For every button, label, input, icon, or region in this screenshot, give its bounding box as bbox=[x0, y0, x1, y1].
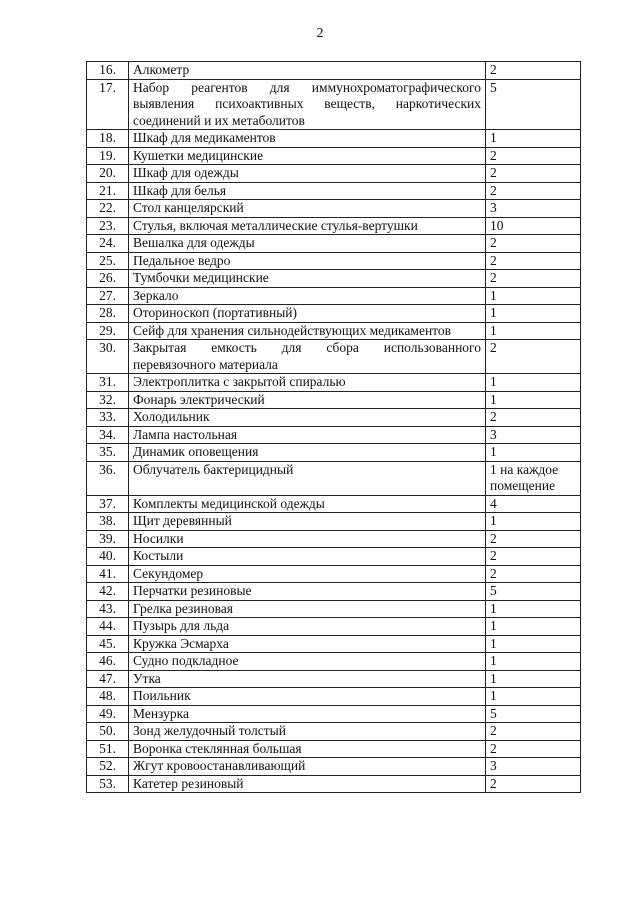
item-quantity: 1 bbox=[486, 635, 581, 653]
item-quantity: 2 bbox=[486, 740, 581, 758]
row-number: 42. bbox=[87, 583, 129, 601]
item-name: Катетер резиновый bbox=[129, 775, 486, 793]
table-row bbox=[87, 740, 581, 758]
row-number: 22. bbox=[87, 200, 129, 218]
row-number: 51. bbox=[87, 740, 129, 758]
row-number: 39. bbox=[87, 530, 129, 548]
table-row bbox=[87, 165, 581, 183]
item-quantity: 1 bbox=[486, 374, 581, 392]
item-name: Судно подкладное bbox=[129, 653, 486, 671]
item-name: Холодильник bbox=[129, 409, 486, 427]
page-number: 2 bbox=[316, 26, 324, 41]
row-number: 25. bbox=[87, 252, 129, 270]
item-quantity: 5 bbox=[486, 705, 581, 723]
equipment-table bbox=[86, 61, 581, 793]
row-number: 31. bbox=[87, 374, 129, 392]
item-quantity: 1 bbox=[486, 322, 581, 340]
table-row bbox=[87, 305, 581, 323]
row-number: 47. bbox=[87, 670, 129, 688]
row-number: 16. bbox=[87, 62, 129, 80]
row-number: 36. bbox=[87, 461, 129, 495]
table-row bbox=[87, 79, 581, 130]
table-row bbox=[87, 409, 581, 427]
row-number: 35. bbox=[87, 444, 129, 462]
item-quantity: 2 bbox=[486, 565, 581, 583]
table-row bbox=[87, 653, 581, 671]
item-name: Стулья, включая металлические стулья-вертушки bbox=[129, 217, 486, 235]
item-quantity: 1 bbox=[486, 653, 581, 671]
row-number: 27. bbox=[87, 287, 129, 305]
item-quantity: 1 bbox=[486, 287, 581, 305]
item-name: Педальное ведро bbox=[129, 252, 486, 270]
item-name: Лампа настольная bbox=[129, 426, 486, 444]
item-name: Зеркало bbox=[129, 287, 486, 305]
item-name: Пузырь для льда bbox=[129, 618, 486, 636]
item-name: Шкаф для белья bbox=[129, 182, 486, 200]
item-name: Зонд желудочный толстый bbox=[129, 723, 486, 741]
item-name: Оториноскоп (портативный) bbox=[129, 305, 486, 323]
table-row bbox=[87, 287, 581, 305]
item-name: Фонарь электрический bbox=[129, 391, 486, 409]
item-name: Набор реагентов для иммунохроматографического выявления психоактивных веществ, наркотических соединений и их метаболитов bbox=[129, 79, 486, 130]
row-number: 29. bbox=[87, 322, 129, 340]
table-row bbox=[87, 147, 581, 165]
item-name: Жгут кровоостанавливающий bbox=[129, 758, 486, 776]
item-quantity: 3 bbox=[486, 200, 581, 218]
row-number: 24. bbox=[87, 235, 129, 253]
table-row bbox=[87, 548, 581, 566]
item-quantity: 1 bbox=[486, 513, 581, 531]
row-number: 45. bbox=[87, 635, 129, 653]
item-name: Кружка Эсмарха bbox=[129, 635, 486, 653]
row-number: 44. bbox=[87, 618, 129, 636]
row-number: 41. bbox=[87, 565, 129, 583]
row-number: 46. bbox=[87, 653, 129, 671]
item-name: Костыли bbox=[129, 548, 486, 566]
item-quantity: 1 bbox=[486, 444, 581, 462]
row-number: 32. bbox=[87, 391, 129, 409]
table-row bbox=[87, 565, 581, 583]
row-number: 43. bbox=[87, 600, 129, 618]
row-number: 38. bbox=[87, 513, 129, 531]
row-number: 21. bbox=[87, 182, 129, 200]
item-quantity: 2 bbox=[486, 775, 581, 793]
item-quantity: 5 bbox=[486, 583, 581, 601]
table-row bbox=[87, 513, 581, 531]
row-number: 52. bbox=[87, 758, 129, 776]
item-name: Комплекты медицинской одежды bbox=[129, 495, 486, 513]
table-row bbox=[87, 670, 581, 688]
item-quantity: 2 bbox=[486, 270, 581, 288]
item-quantity: 2 bbox=[486, 548, 581, 566]
item-quantity: 2 bbox=[486, 252, 581, 270]
table-row bbox=[87, 600, 581, 618]
item-name: Мензурка bbox=[129, 705, 486, 723]
item-name: Грелка резиновая bbox=[129, 600, 486, 618]
item-name: Носилки bbox=[129, 530, 486, 548]
item-quantity: 1 bbox=[486, 600, 581, 618]
item-name: Кушетки медицинские bbox=[129, 147, 486, 165]
item-name: Закрытая емкость для сбора использованного перевязочного материала bbox=[129, 340, 486, 374]
item-quantity: 3 bbox=[486, 426, 581, 444]
table-row bbox=[87, 252, 581, 270]
row-number: 30. bbox=[87, 340, 129, 374]
table-row bbox=[87, 495, 581, 513]
item-name: Алкометр bbox=[129, 62, 486, 80]
item-name: Поильник bbox=[129, 688, 486, 706]
item-name: Электроплитка с закрытой спиралью bbox=[129, 374, 486, 392]
row-number: 17. bbox=[87, 79, 129, 130]
item-quantity: 3 bbox=[486, 758, 581, 776]
item-name: Тумбочки медицинские bbox=[129, 270, 486, 288]
table-row bbox=[87, 182, 581, 200]
item-quantity: 2 bbox=[486, 147, 581, 165]
item-quantity: 1 bbox=[486, 670, 581, 688]
item-name: Шкаф для медикаментов bbox=[129, 130, 486, 148]
item-quantity: 2 bbox=[486, 62, 581, 80]
item-quantity: 1 bbox=[486, 391, 581, 409]
item-quantity: 1 bbox=[486, 688, 581, 706]
table-row bbox=[87, 270, 581, 288]
item-name: Стол канцелярский bbox=[129, 200, 486, 218]
table-row bbox=[87, 723, 581, 741]
table-row bbox=[87, 340, 581, 374]
row-number: 48. bbox=[87, 688, 129, 706]
row-number: 53. bbox=[87, 775, 129, 793]
item-name: Секундомер bbox=[129, 565, 486, 583]
row-number: 23. bbox=[87, 217, 129, 235]
item-quantity: 4 bbox=[486, 495, 581, 513]
table-row bbox=[87, 705, 581, 723]
table-row bbox=[87, 775, 581, 793]
table-row bbox=[87, 688, 581, 706]
table-row bbox=[87, 444, 581, 462]
item-quantity: 1 bbox=[486, 618, 581, 636]
item-quantity: 2 bbox=[486, 165, 581, 183]
table-row bbox=[87, 130, 581, 148]
table-row bbox=[87, 391, 581, 409]
item-quantity: 1 bbox=[486, 130, 581, 148]
item-quantity: 2 bbox=[486, 235, 581, 253]
table-row bbox=[87, 635, 581, 653]
item-name: Перчатки резиновые bbox=[129, 583, 486, 601]
item-quantity: 2 bbox=[486, 182, 581, 200]
item-quantity: 5 bbox=[486, 79, 581, 130]
table-row bbox=[87, 461, 581, 495]
item-quantity: 1 bbox=[486, 305, 581, 323]
row-number: 34. bbox=[87, 426, 129, 444]
row-number: 49. bbox=[87, 705, 129, 723]
row-number: 26. bbox=[87, 270, 129, 288]
table-row bbox=[87, 200, 581, 218]
item-quantity: 2 bbox=[486, 340, 581, 374]
item-quantity: 2 bbox=[486, 409, 581, 427]
table-row bbox=[87, 530, 581, 548]
item-name: Сейф для хранения сильнодействующих медикаментов bbox=[129, 322, 486, 340]
row-number: 18. bbox=[87, 130, 129, 148]
item-name: Вешалка для одежды bbox=[129, 235, 486, 253]
item-quantity: 1 на каждое помещение bbox=[486, 461, 581, 495]
item-name: Воронка стеклянная большая bbox=[129, 740, 486, 758]
item-quantity: 10 bbox=[486, 217, 581, 235]
table-row bbox=[87, 235, 581, 253]
row-number: 28. bbox=[87, 305, 129, 323]
item-name: Шкаф для одежды bbox=[129, 165, 486, 183]
item-name: Динамик оповещения bbox=[129, 444, 486, 462]
table-row bbox=[87, 583, 581, 601]
item-name: Облучатель бактерицидный bbox=[129, 461, 486, 495]
item-name: Щит деревянный bbox=[129, 513, 486, 531]
row-number: 40. bbox=[87, 548, 129, 566]
table-row bbox=[87, 758, 581, 776]
equipment-table-body bbox=[87, 62, 581, 793]
row-number: 19. bbox=[87, 147, 129, 165]
row-number: 50. bbox=[87, 723, 129, 741]
item-name: Утка bbox=[129, 670, 486, 688]
table-row bbox=[87, 374, 581, 392]
table-row bbox=[87, 426, 581, 444]
table-row bbox=[87, 322, 581, 340]
table-row bbox=[87, 217, 581, 235]
table-row bbox=[87, 618, 581, 636]
row-number: 37. bbox=[87, 495, 129, 513]
table-row bbox=[87, 62, 581, 80]
row-number: 33. bbox=[87, 409, 129, 427]
item-quantity: 2 bbox=[486, 723, 581, 741]
item-quantity: 2 bbox=[486, 530, 581, 548]
row-number: 20. bbox=[87, 165, 129, 183]
